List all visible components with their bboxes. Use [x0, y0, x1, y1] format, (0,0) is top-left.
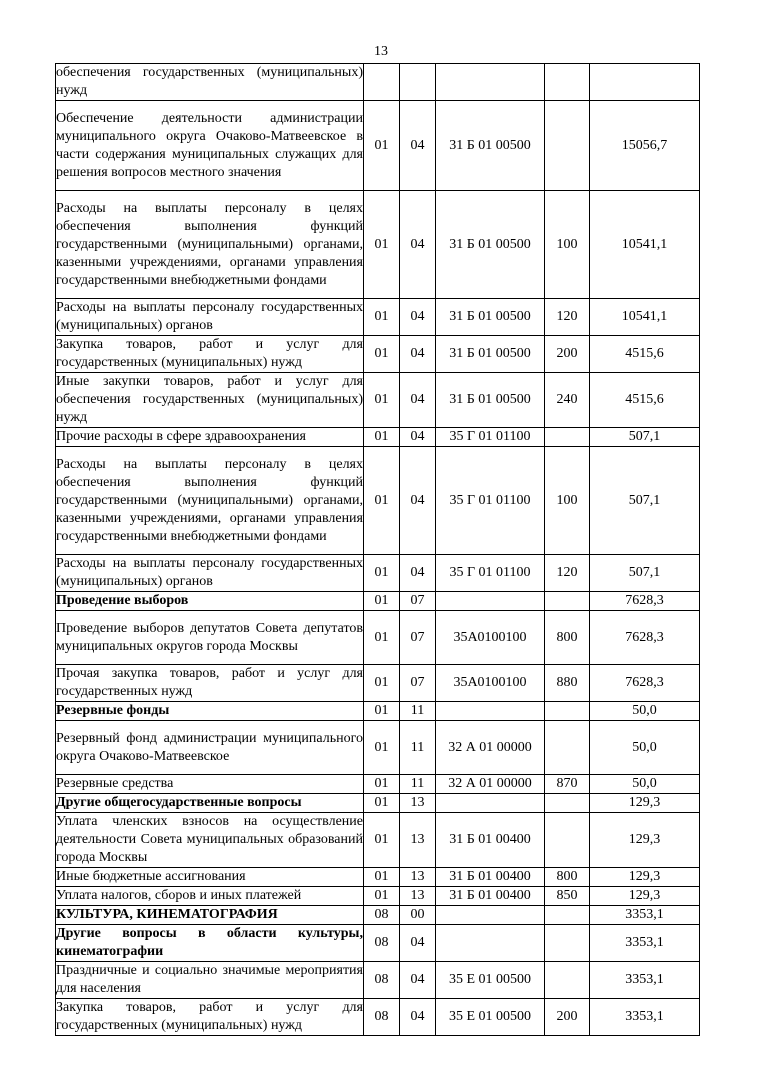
row-amount: [590, 64, 700, 101]
table-row: [56, 702, 700, 721]
table-row: [56, 813, 700, 868]
row-name: Иные бюджетные ассигнования: [56, 868, 364, 887]
table-row: [56, 906, 700, 925]
row-expense-type: 850: [545, 887, 590, 906]
row-section: 01: [364, 373, 400, 428]
row-expense-type: [545, 702, 590, 721]
row-subsection: 04: [400, 336, 436, 373]
row-expense-type: 800: [545, 868, 590, 887]
row-name: Проведение выборов депутатов Совета депутатов муниципальных округов города Москвы: [56, 611, 364, 665]
row-section: 01: [364, 592, 400, 611]
row-amount: 3353,1: [590, 906, 700, 925]
table-row: [56, 868, 700, 887]
row-section: 08: [364, 962, 400, 999]
row-section: 01: [364, 813, 400, 868]
row-target-article: [436, 702, 545, 721]
row-target-article: 35А0100100: [436, 665, 545, 702]
budget-table: [55, 63, 700, 1036]
row-target-article: 35 Е 01 00500: [436, 999, 545, 1036]
row-target-article: [436, 592, 545, 611]
row-section: 01: [364, 428, 400, 447]
table-row: [56, 101, 700, 191]
row-expense-type: [545, 962, 590, 999]
row-amount: 4515,6: [590, 336, 700, 373]
table-row: [56, 999, 700, 1036]
table-row: [56, 373, 700, 428]
row-target-article: 31 Б 01 00500: [436, 191, 545, 299]
row-amount: 10541,1: [590, 191, 700, 299]
row-expense-type: 120: [545, 555, 590, 592]
table-row: [56, 925, 700, 962]
table-row: [56, 962, 700, 999]
row-name: Прочие расходы в сфере здравоохранения: [56, 428, 364, 447]
row-section: 01: [364, 887, 400, 906]
row-expense-type: 880: [545, 665, 590, 702]
row-amount: 7628,3: [590, 611, 700, 665]
table-row: [56, 555, 700, 592]
table-row: [56, 447, 700, 555]
row-subsection: 04: [400, 999, 436, 1036]
row-section: 01: [364, 868, 400, 887]
row-target-article: 35 Г 01 01100: [436, 555, 545, 592]
row-expense-type: [545, 925, 590, 962]
row-subsection: 04: [400, 555, 436, 592]
row-target-article: 31 Б 01 00500: [436, 101, 545, 191]
row-name: Проведение выборов: [56, 592, 364, 611]
row-amount: 3353,1: [590, 925, 700, 962]
row-subsection: 04: [400, 962, 436, 999]
row-amount: 7628,3: [590, 665, 700, 702]
row-subsection: 04: [400, 299, 436, 336]
row-subsection: 07: [400, 592, 436, 611]
row-amount: 50,0: [590, 702, 700, 721]
row-amount: 129,3: [590, 868, 700, 887]
row-name: КУЛЬТУРА, КИНЕМАТОГРАФИЯ: [56, 906, 364, 925]
row-target-article: [436, 925, 545, 962]
row-name: Иные закупки товаров, работ и услуг для обеспечения государственных (муниципальных) нужд: [56, 373, 364, 428]
table-row: [56, 428, 700, 447]
row-name: Обеспечение деятельности администрации муниципального округа Очаково-Матвеевское в части содержания муниципальных служащих для решения вопросов местного значения: [56, 101, 364, 191]
table-row: [56, 299, 700, 336]
row-subsection: 07: [400, 611, 436, 665]
table-row: [56, 191, 700, 299]
row-name: Расходы на выплаты персоналу государственных (муниципальных) органов: [56, 299, 364, 336]
row-section: 01: [364, 611, 400, 665]
table-row: [56, 887, 700, 906]
row-amount: 3353,1: [590, 962, 700, 999]
table-row: [56, 721, 700, 775]
row-amount: 10541,1: [590, 299, 700, 336]
row-expense-type: [545, 592, 590, 611]
row-subsection: 13: [400, 813, 436, 868]
row-section: 01: [364, 555, 400, 592]
row-amount: 50,0: [590, 721, 700, 775]
row-amount: 507,1: [590, 428, 700, 447]
row-expense-type: [545, 428, 590, 447]
row-amount: 129,3: [590, 887, 700, 906]
row-expense-type: 870: [545, 775, 590, 794]
row-target-article: [436, 906, 545, 925]
row-section: 01: [364, 447, 400, 555]
row-subsection: 13: [400, 887, 436, 906]
row-section: 01: [364, 721, 400, 775]
row-amount: 507,1: [590, 447, 700, 555]
row-expense-type: [545, 794, 590, 813]
row-section: 01: [364, 794, 400, 813]
row-amount: 129,3: [590, 813, 700, 868]
row-section: 01: [364, 336, 400, 373]
row-expense-type: [545, 101, 590, 191]
row-subsection: 13: [400, 794, 436, 813]
row-target-article: 35 Г 01 01100: [436, 428, 545, 447]
row-name: Праздничные и социально значимые мероприятия для населения: [56, 962, 364, 999]
row-expense-type: [545, 64, 590, 101]
row-name: Уплата членских взносов на осуществление деятельности Совета муниципальных образований города Москвы: [56, 813, 364, 868]
row-expense-type: 100: [545, 447, 590, 555]
row-name: Прочая закупка товаров, работ и услуг для государственных нужд: [56, 665, 364, 702]
row-name: Закупка товаров, работ и услуг для государственных (муниципальных) нужд: [56, 336, 364, 373]
row-target-article: 32 А 01 00000: [436, 721, 545, 775]
row-subsection: 04: [400, 373, 436, 428]
row-target-article: 31 Б 01 00500: [436, 336, 545, 373]
row-section: 01: [364, 775, 400, 794]
row-expense-type: [545, 813, 590, 868]
row-subsection: 11: [400, 775, 436, 794]
table-row: [56, 611, 700, 665]
row-name: Уплата налогов, сборов и иных платежей: [56, 887, 364, 906]
row-name: Резервный фонд администрации муниципального округа Очаково-Матвеевское: [56, 721, 364, 775]
page-number: 13: [374, 44, 388, 59]
row-expense-type: 200: [545, 999, 590, 1036]
table-row: [56, 336, 700, 373]
row-section: 01: [364, 665, 400, 702]
row-subsection: 11: [400, 721, 436, 775]
row-expense-type: 100: [545, 191, 590, 299]
row-name: обеспечения государственных (муниципальных) нужд: [56, 64, 364, 101]
row-subsection: 13: [400, 868, 436, 887]
row-amount: 3353,1: [590, 999, 700, 1036]
row-amount: 129,3: [590, 794, 700, 813]
row-target-article: 31 Б 01 00500: [436, 373, 545, 428]
row-subsection: [400, 64, 436, 101]
row-subsection: 04: [400, 428, 436, 447]
row-subsection: 07: [400, 665, 436, 702]
row-target-article: 35 Г 01 01100: [436, 447, 545, 555]
row-target-article: 35А0100100: [436, 611, 545, 665]
row-target-article: [436, 64, 545, 101]
row-name: Расходы на выплаты персоналу государственных (муниципальных) органов: [56, 555, 364, 592]
row-expense-type: [545, 906, 590, 925]
table-row: [56, 775, 700, 794]
row-subsection: 11: [400, 702, 436, 721]
row-subsection: 04: [400, 101, 436, 191]
table-row: [56, 64, 700, 101]
row-target-article: 35 Е 01 00500: [436, 962, 545, 999]
row-section: 01: [364, 299, 400, 336]
row-subsection: 04: [400, 925, 436, 962]
table-row: [56, 794, 700, 813]
row-expense-type: 800: [545, 611, 590, 665]
table-row: [56, 665, 700, 702]
row-name: Закупка товаров, работ и услуг для государственных (муниципальных) нужд: [56, 999, 364, 1036]
row-target-article: 32 А 01 00000: [436, 775, 545, 794]
row-name: Расходы на выплаты персоналу в целях обеспечения выполнения функций государственными (муниципальными) органами, казенными учреждениями, органами управления государственными внебюджетными фондами: [56, 447, 364, 555]
row-amount: 7628,3: [590, 592, 700, 611]
row-section: 01: [364, 702, 400, 721]
row-expense-type: 240: [545, 373, 590, 428]
table-row: [56, 592, 700, 611]
row-amount: 507,1: [590, 555, 700, 592]
row-amount: 15056,7: [590, 101, 700, 191]
row-expense-type: 120: [545, 299, 590, 336]
row-subsection: 04: [400, 191, 436, 299]
row-target-article: [436, 794, 545, 813]
row-section: 08: [364, 925, 400, 962]
row-section: 01: [364, 101, 400, 191]
row-name: Расходы на выплаты персоналу в целях обеспечения выполнения функций государственными (муниципальными) органами, казенными учреждениями, органами управления государственными внебюджетными фондами: [56, 191, 364, 299]
row-section: 08: [364, 999, 400, 1036]
row-amount: 50,0: [590, 775, 700, 794]
row-section: [364, 64, 400, 101]
row-target-article: 31 Б 01 00400: [436, 813, 545, 868]
row-name: Резервные фонды: [56, 702, 364, 721]
row-amount: 4515,6: [590, 373, 700, 428]
row-expense-type: 200: [545, 336, 590, 373]
row-expense-type: [545, 721, 590, 775]
row-section: 08: [364, 906, 400, 925]
row-name: Другие вопросы в области культуры, кинематографии: [56, 925, 364, 962]
row-subsection: 04: [400, 447, 436, 555]
row-target-article: 31 Б 01 00400: [436, 887, 545, 906]
row-target-article: 31 Б 01 00400: [436, 868, 545, 887]
row-name: Другие общегосударственные вопросы: [56, 794, 364, 813]
row-target-article: 31 Б 01 00500: [436, 299, 545, 336]
row-section: 01: [364, 191, 400, 299]
row-name: Резервные средства: [56, 775, 364, 794]
row-subsection: 00: [400, 906, 436, 925]
